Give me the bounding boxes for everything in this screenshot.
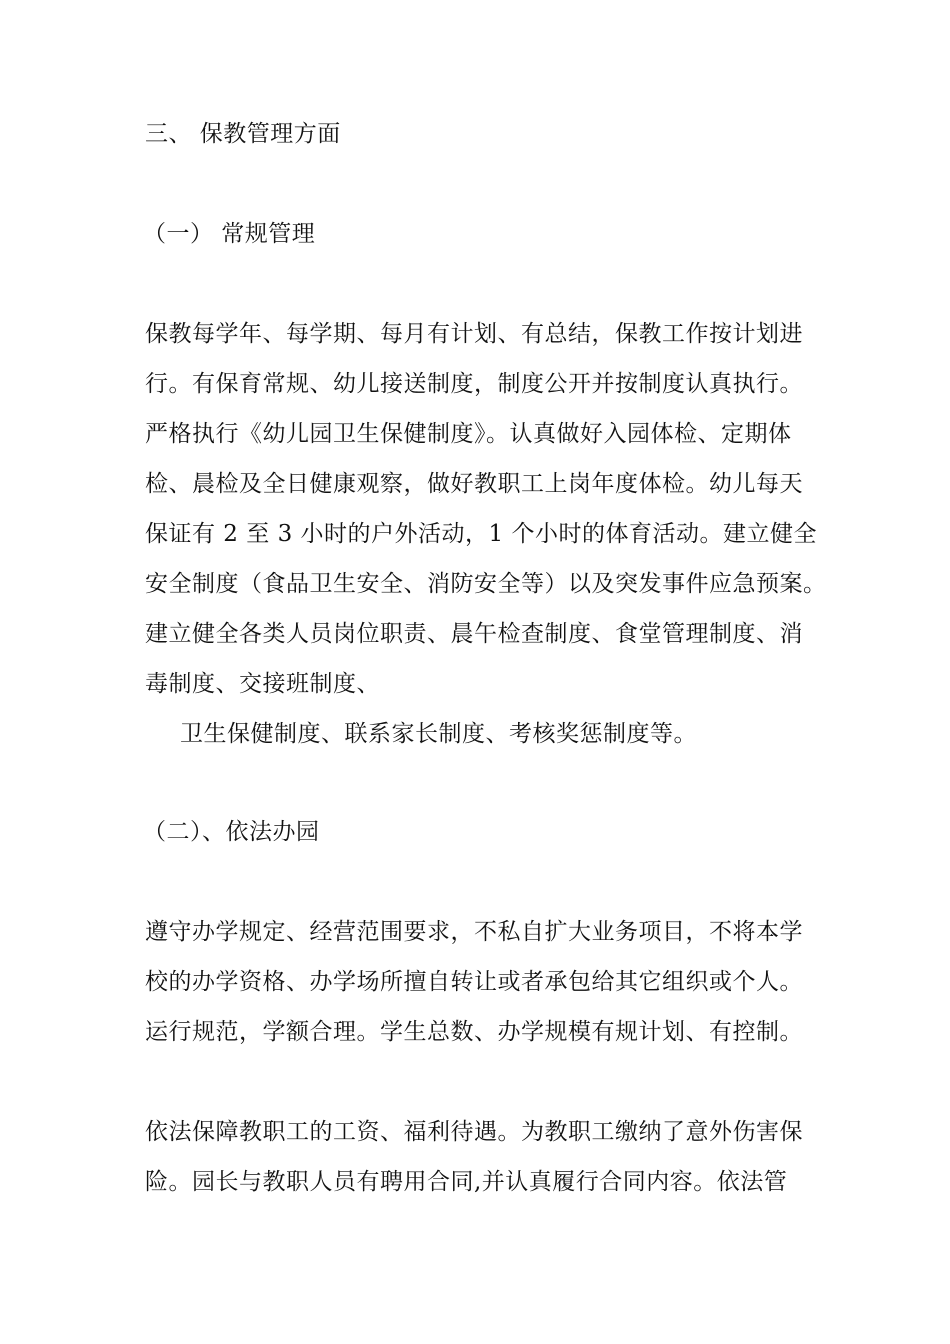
paragraph-line: 建立健全各类人员岗位职责、晨午检查制度、食堂管理制度、消 — [145, 621, 803, 647]
subsection-heading-routine: （一） 常规管理 — [143, 221, 316, 247]
paragraph-line: 保证有 2 至 3 小时的户外活动，1 个小时的体育活动。建立健全 — [145, 521, 817, 547]
paragraph-line: 检、晨检及全日健康观察，做好教职工上岗年度体检。幼儿每天 — [145, 471, 803, 497]
paragraph-line: 险。园长与教职人员有聘用合同,并认真履行合同内容。依法管 — [145, 1169, 788, 1195]
paragraph-line-indented: 卫生保健制度、联系家长制度、考核奖惩制度等。 — [180, 721, 697, 747]
paragraph-line: 运行规范，学额合理。学生总数、办学规模有规计划、有控制。 — [145, 1019, 803, 1045]
paragraph-line: 遵守办学规定、经营范围要求，不私自扩大业务项目，不将本学 — [145, 919, 803, 945]
section-heading: 三、 保教管理方面 — [145, 121, 341, 147]
paragraph-line: 依法保障教职工的工资、福利待遇。为教职工缴纳了意外伤害保 — [145, 1119, 803, 1145]
paragraph-line: 安全制度（食品卫生安全、消防安全等）以及突发事件应急预案。 — [145, 571, 827, 597]
paragraph-line: 校的办学资格、办学场所擅自转让或者承包给其它组织或个人。 — [145, 969, 803, 995]
paragraph-line: 严格执行《幼儿园卫生保健制度》。认真做好入园体检、定期体 — [145, 421, 792, 447]
subsection-heading-lawful-operation: （二）、依法办园 — [143, 819, 320, 845]
paragraph-line: 行。有保育常规、幼儿接送制度，制度公开并按制度认真执行。 — [145, 371, 803, 397]
paragraph-line: 保教每学年、每学期、每月有计划、有总结，保教工作按计划进 — [145, 321, 803, 347]
paragraph-line: 毒制度、交接班制度、 — [145, 671, 380, 697]
